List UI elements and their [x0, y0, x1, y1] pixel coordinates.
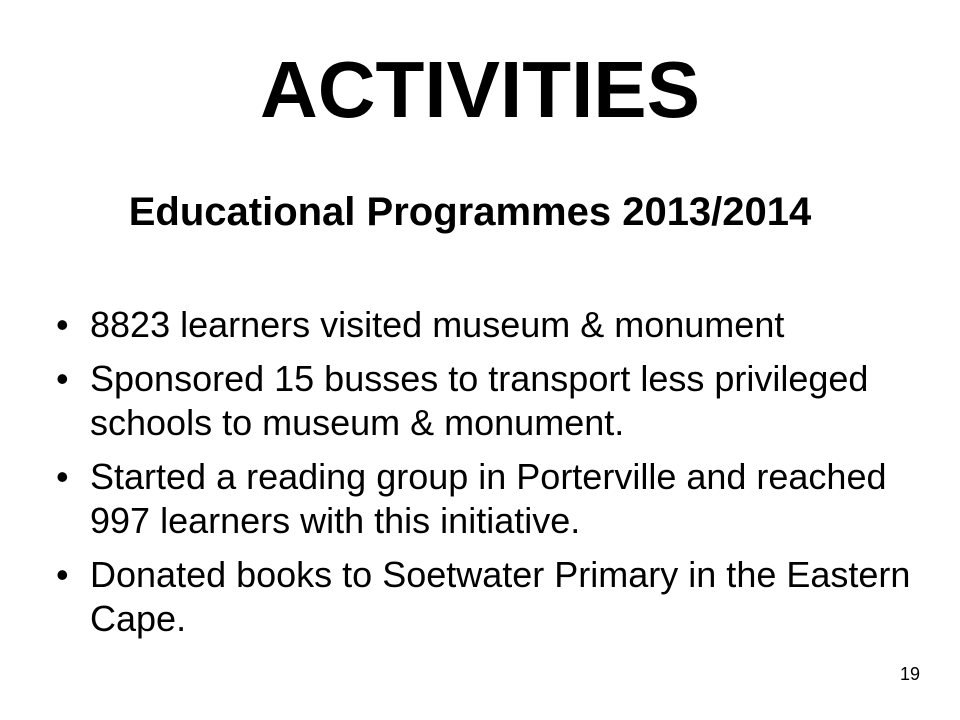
bullet-text: Sponsored 15 busses to transport less privileged schools to museum & monument. [90, 358, 869, 443]
bullet-item-donated-books [56, 553, 936, 641]
bullet-dot-icon: • [56, 456, 69, 497]
bullet-text: 8823 learners visited museum & monument [90, 304, 785, 345]
bullet-dot-icon: • [56, 554, 69, 595]
bullet-list [56, 303, 936, 651]
slide-subtitle: Educational Programmes 2013/2014 [128, 190, 812, 234]
bullet-dot-icon: • [56, 358, 69, 399]
bullet-item-sponsored-busses [56, 357, 936, 445]
bullet-text: Donated books to Soetwater Primary in the Eastern Cape. [90, 554, 911, 639]
page-number: 19 [899, 664, 920, 684]
bullet-item-learners-visited [56, 303, 936, 347]
slide-title: ACTIVITIES [259, 45, 701, 134]
bullet-dot-icon: • [56, 304, 69, 345]
bullet-item-reading-group [56, 455, 936, 543]
bullet-text: Started a reading group in Porterville and reached 997 learners with this initiative. [90, 456, 887, 541]
